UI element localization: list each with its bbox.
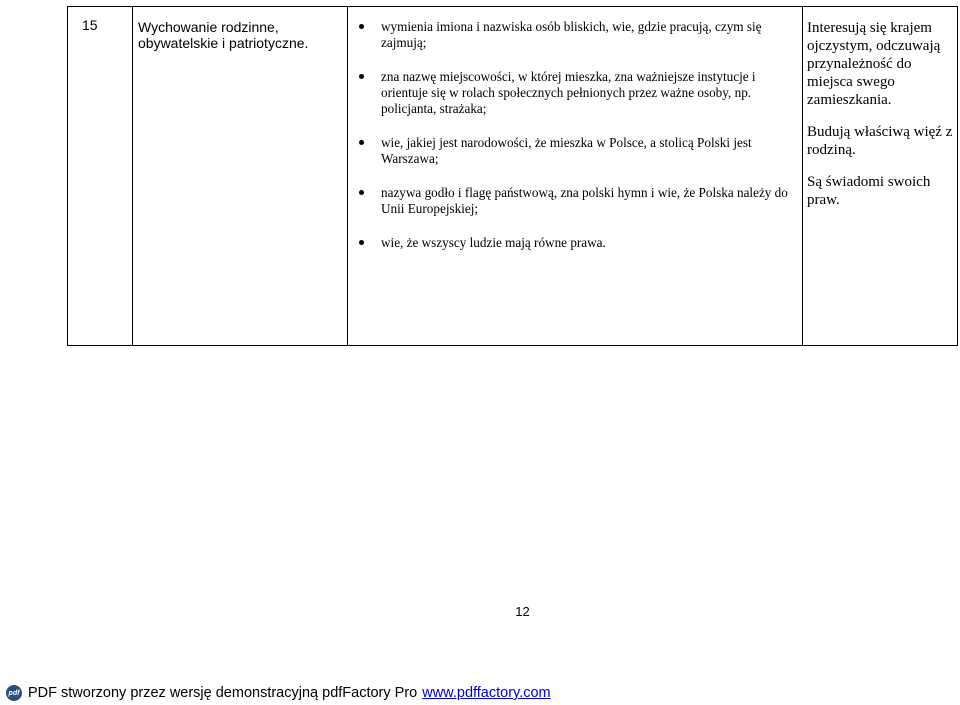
list-item (359, 19, 796, 51)
outcome-text: zna nazwę miejscowości, w której mieszka, zna ważniejsze instytucje i orientuje się w rolach społecznych pełnionych przez ważne osoby, np. policjanta, strażaka; (381, 69, 756, 116)
curriculum-table (67, 6, 958, 346)
page-number: 12 (515, 604, 530, 619)
footer-text: PDF stworzony przez wersję demonstracyjną pdfFactory Pro (28, 685, 418, 701)
outcome-text: nazywa godło i flagę państwową, zna polski hymn i wie, że Polska należy do Unii Europejskiej; (381, 185, 788, 216)
attitude-text: Są świadomi swoich praw. (807, 174, 931, 208)
pdffactory-logo-icon: pdf (6, 685, 22, 701)
bullet-icon (359, 240, 364, 245)
attitudes-cell (803, 7, 958, 346)
bullet-icon (359, 24, 364, 29)
attitude-text: Budują właściwą więź z rodziną. (807, 124, 953, 158)
bullet-icon (359, 190, 364, 195)
outcomes-cell (348, 7, 803, 346)
table-row (68, 7, 958, 346)
list-item (359, 135, 796, 167)
outcome-text: wymienia imiona i nazwiska osób bliskich, wie, gdzie pracują, czym się zajmują; (381, 19, 762, 50)
attitude-text: Interesują się krajem ojczystym, odczuwają przynależność do miejsca swego zamieszkania. (807, 20, 941, 108)
outcomes-list (359, 19, 796, 251)
pdf-footer (6, 682, 956, 704)
bullet-icon (359, 140, 364, 145)
list-item (359, 69, 796, 117)
outcome-text: wie, że wszyscy ludzie mają równe prawa. (381, 235, 606, 250)
bullet-icon (359, 74, 364, 79)
list-item (359, 185, 796, 217)
list-item (359, 235, 796, 251)
subject-cell: Wychowanie rodzinne, obywatelskie i patriotyczne. (133, 7, 348, 346)
footer-link[interactable]: www.pdffactory.com (422, 685, 551, 701)
row-number: 15 (68, 7, 133, 346)
outcome-text: wie, jakiej jest narodowości, że mieszka w Polsce, a stolicą Polski jest Warszawa; (381, 135, 752, 166)
